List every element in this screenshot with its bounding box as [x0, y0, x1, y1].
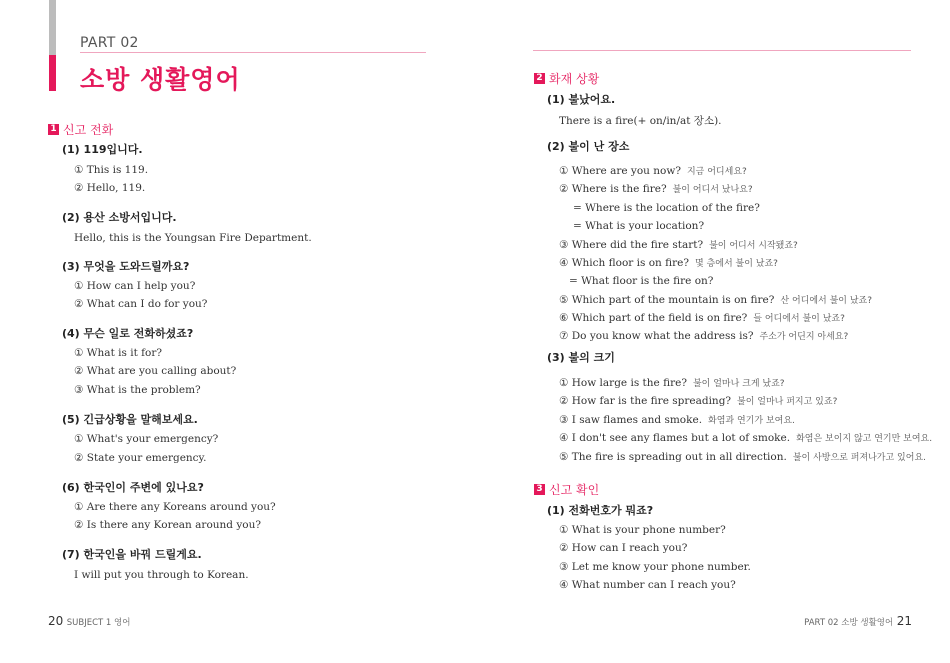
question-heading: (4) 무슨 일로 전화하셨죠?	[62, 327, 194, 340]
answer-line: ① How can I help you?	[74, 280, 196, 292]
answer-line: ② State your emergency.	[74, 452, 207, 464]
answer-line: ① What is your phone number?	[559, 524, 726, 536]
answer-english: ⑤ The fire is spreading out in all direction.	[559, 451, 787, 463]
answer-line: ① This is 119.	[74, 164, 149, 176]
question-heading: (1) 불났어요.	[547, 93, 616, 106]
answer-line: ② Hello, 119.	[74, 182, 146, 194]
question-heading: (5) 긴급상황을 말해보세요.	[62, 413, 198, 426]
footer-subject: SUBJECT 1 영어	[66, 618, 131, 628]
answer-english: ① Where are you now?	[559, 165, 681, 177]
question-heading: (1) 전화번호가 뭐죠?	[547, 504, 654, 517]
answer-english: ① How large is the fire?	[559, 377, 687, 389]
answer-english: ④ Which floor is on fire?	[559, 257, 690, 269]
page-title: 소방 생활영어	[80, 65, 241, 94]
answer-line: ④ What number can I reach you?	[559, 579, 736, 591]
page-number: 20	[48, 614, 64, 628]
page-number: 21	[896, 614, 912, 628]
answer-korean: 불이 얼마나 퍼지고 있죠?	[737, 397, 838, 407]
page-footer-left	[48, 614, 130, 628]
answer-line: ② How can I reach you?	[559, 542, 688, 554]
answer-english: ② Where is the fire?	[559, 183, 667, 195]
question-heading: (3) 불의 크기	[547, 351, 615, 364]
section-number: 2	[534, 73, 545, 84]
answer-korean: 들 어디에서 불이 났죠?	[753, 314, 845, 324]
answer-line: ① What's your emergency?	[74, 433, 219, 445]
header-rule	[80, 52, 426, 53]
answer-english: ⑥ Which part of the field is on fire?	[559, 312, 748, 324]
question-heading: (7) 한국인을 바꿔 드릴게요.	[62, 548, 202, 561]
answer-english: ③ Where did the fire start?	[559, 239, 704, 251]
part-side-bar	[49, 0, 56, 91]
answer-line	[559, 306, 845, 325]
answer-english: ④ I don't see any flames but a lot of smoke.	[559, 432, 791, 444]
answer-english: ③ I saw flames and smoke.	[559, 414, 703, 426]
question-heading: (1) 119입니다.	[62, 143, 143, 156]
question-heading: (6) 한국인이 주변에 있나요?	[62, 481, 204, 494]
answer-line: ② What are you calling about?	[74, 365, 237, 377]
answer-line: There is a fire(+ on/in/at 장소).	[559, 115, 722, 127]
header-rule	[533, 50, 911, 51]
answer-line: ③ Let me know your phone number.	[559, 561, 751, 573]
answer-line	[573, 196, 760, 215]
section-number: 3	[534, 484, 545, 495]
section-heading-3	[534, 481, 599, 498]
answer-korean: 불이 사방으로 퍼져나가고 있어요.	[792, 453, 927, 463]
right-page	[475, 0, 950, 663]
answer-line	[559, 288, 872, 307]
section-title: 화재 상황	[549, 72, 600, 86]
answer-english: ⑤ Which part of the mountain is on fire?	[559, 294, 775, 306]
answer-korean: 불이 어디서 났나요?	[672, 185, 753, 195]
answer-line: ② Is there any Korean around you?	[74, 519, 261, 531]
answer-korean: 화염과 연기가 보여요.	[708, 416, 795, 426]
part-label: PART 02	[80, 35, 139, 51]
section-number: 1	[48, 124, 59, 135]
answer-english: = What floor is the fire on?	[569, 275, 714, 287]
answer-line: ① What is it for?	[74, 347, 162, 359]
answer-line	[573, 214, 704, 233]
answer-line	[559, 251, 778, 270]
answer-line: ② What can I do for you?	[74, 298, 208, 310]
answer-line	[559, 159, 747, 178]
answer-line	[559, 177, 753, 196]
part-side-bar-accent	[49, 55, 56, 91]
footer-part: PART 02 소방 생활영어	[804, 618, 894, 628]
answer-line: Hello, this is the Youngsan Fire Department.	[74, 232, 312, 244]
answer-line	[559, 371, 785, 390]
answer-korean: 지금 어디세요?	[686, 167, 747, 177]
answer-line: ① Are there any Koreans around you?	[74, 501, 276, 513]
section-heading-1	[48, 121, 113, 138]
section-title: 신고 확인	[549, 483, 600, 497]
answer-english: = What is your location?	[573, 220, 705, 232]
question-heading: (3) 무엇을 도와드릴까요?	[62, 260, 190, 273]
question-heading: (2) 용산 소방서입니다.	[62, 211, 177, 224]
answer-english: = Where is the location of the fire?	[573, 202, 760, 214]
page-footer-right	[804, 614, 912, 628]
answer-line	[559, 445, 926, 464]
answer-korean: 불이 어디서 시작됐죠?	[709, 241, 798, 251]
answer-korean: 주소가 어딘지 아세요?	[759, 332, 849, 342]
answer-korean: 불이 얼마나 크게 났죠?	[692, 379, 785, 389]
answer-line: ③ What is the problem?	[74, 384, 201, 396]
answer-english: ② How far is the fire spreading?	[559, 395, 732, 407]
answer-line	[559, 233, 798, 252]
answer-korean: 몇 층에서 불이 났죠?	[695, 259, 778, 269]
answer-line	[559, 426, 932, 445]
answer-line	[559, 389, 837, 408]
answer-line: I will put you through to Korean.	[74, 569, 249, 581]
answer-english: ⑦ Do you know what the address is?	[559, 330, 754, 342]
section-heading-2	[534, 70, 599, 87]
question-heading: (2) 불이 난 장소	[547, 140, 630, 153]
answer-line	[559, 324, 848, 343]
answer-korean: 산 어디에서 불이 났죠?	[780, 296, 873, 306]
answer-line	[559, 408, 795, 427]
answer-line	[569, 269, 713, 288]
section-title: 신고 전화	[63, 123, 114, 137]
answer-korean: 화염은 보이지 않고 연기만 보여요.	[796, 434, 933, 444]
